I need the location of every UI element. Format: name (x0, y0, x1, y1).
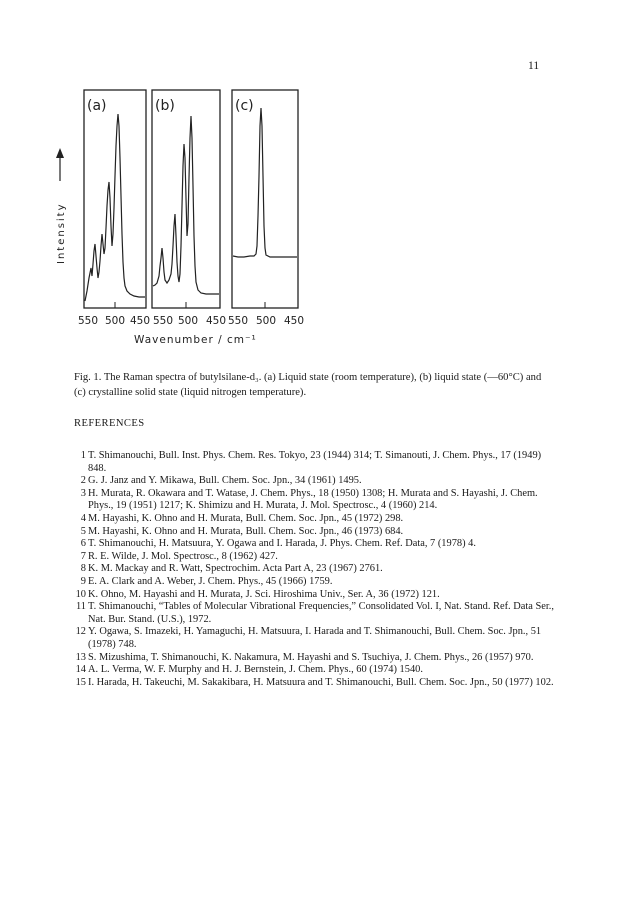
tick-label-c-450: 450 (284, 315, 305, 327)
reference-number: 13 (75, 651, 86, 663)
reference-item (74, 626, 554, 651)
reference-text: T. Shimanouchi, H. Matsuura, Y. Ogawa and I. Harada, J. Phys. Chem. Ref. Data, 7 (1978) 4. (88, 538, 476, 550)
reference-number: 10 (75, 588, 86, 600)
reference-number: 14 (75, 664, 86, 676)
tick-label-a-550: 550 (78, 315, 99, 327)
reference-item (74, 488, 554, 513)
tick-label-a-450: 450 (130, 315, 151, 327)
y-axis-arrow-head (56, 148, 64, 158)
tick-label-c-500: 500 (256, 315, 277, 327)
reference-text: K. M. Mackay and R. Watt, Spectrochim. Acta Part A, 23 (1967) 2761. (88, 563, 383, 575)
reference-item (74, 652, 554, 665)
reference-item (74, 589, 554, 602)
reference-number: 2 (80, 475, 86, 487)
reference-number: 15 (75, 676, 86, 688)
panel-a-label: (a) (87, 98, 107, 114)
reference-text: M. Hayashi, K. Ohno and H. Murata, Bull. Chem. Soc. Jpn., 45 (1972) 298. (88, 512, 404, 524)
reference-text: T. Shimanouchi, “Tables of Molecular Vibrational Frequencies,” Consolidated Vol. I, Nat. Stand. Ref. Data Ser., Nat. Bur. Stand. (U.S.), 1972. (88, 601, 554, 625)
reference-text: Y. Ogawa, S. Imazeki, H. Yamaguchi, H. Matsuura, I. Harada and T. Shimanouchi, Bull. Chem. Soc. Jpn., 51 (1978) 748. (88, 626, 542, 650)
spectra-plot (54, 86, 324, 366)
reference-number: 11 (75, 601, 86, 613)
reference-text: H. Murata, R. Okawara and T. Watase, J. Chem. Phys., 18 (1950) 1308; H. Murata and S. Hayashi, J. Chem. Phys., 19 (1951) 1217; K. Shimizu and H. Murata, J. Mol. Spectrosc., 4 (1960) 214. (88, 487, 538, 512)
spectrum-b-trace (153, 116, 219, 294)
reference-number: 8 (80, 563, 86, 575)
references-heading: REFERENCES (74, 418, 145, 429)
reference-number: 12 (75, 626, 86, 638)
tick-label-c-550: 550 (228, 315, 249, 327)
reference-item (74, 526, 554, 539)
reference-text: M. Hayashi, K. Ohno and H. Murata, Bull. Chem. Soc. Jpn., 46 (1973) 684. (88, 525, 404, 537)
y-axis-label-group (56, 148, 67, 264)
x-tick-labels (78, 315, 304, 327)
reference-text: I. Harada, H. Takeuchi, M. Sakakibara, H. Matsuura and T. Shimanouchi, Bull. Chem. Soc. Jpn., 50 (1977) 102. (88, 676, 554, 688)
references-list (74, 450, 554, 689)
tick-label-b-450: 450 (206, 315, 227, 327)
tick-label-a-500: 500 (105, 315, 126, 327)
panel-a-frame (84, 90, 146, 308)
reference-number: 6 (80, 538, 86, 550)
reference-text: S. Mizushima, T. Shimanouchi, K. Nakamura, M. Hayashi and S. Tsuchiya, J. Chem. Phys., 26 (1957) 970. (88, 651, 534, 663)
reference-item (74, 601, 554, 626)
reference-text: G. J. Janz and Y. Mikawa, Bull. Chem. Soc. Jpn., 34 (1961) 1495. (88, 475, 362, 487)
reference-item (74, 538, 554, 551)
raman-spectra-figure (54, 86, 324, 366)
reference-item (74, 475, 554, 488)
tick-label-b-500: 500 (178, 315, 199, 327)
reference-item (74, 563, 554, 576)
reference-number: 1 (80, 450, 86, 461)
panel-b-label: (b) (155, 98, 175, 114)
page-number: 11 (528, 60, 540, 72)
reference-item (74, 513, 554, 526)
y-axis-label: Intensity (56, 202, 67, 264)
panel-c-label: (c) (235, 98, 254, 114)
reference-text: K. Ohno, M. Hayashi and H. Murata, J. Sci. Hiroshima Univ., Ser. A, 36 (1972) 121. (88, 588, 440, 600)
reference-text: E. A. Clark and A. Weber, J. Chem. Phys., 45 (1966) 1759. (88, 575, 333, 587)
reference-number: 9 (80, 575, 86, 587)
figure-caption: Fig. 1. The Raman spectra of butylsilane-d₃. (a) Liquid state (room temperature), (b) liquid state (—60°C) and (c) crystalline solid state (liquid nitrogen temperature). (74, 372, 542, 398)
reference-item (74, 664, 554, 677)
panel-c-frame (232, 90, 298, 308)
x-axis-label: Wavenumber / cm⁻¹ (134, 334, 257, 346)
reference-item (74, 450, 554, 475)
spectrum-c-trace (233, 108, 297, 257)
reference-item (74, 677, 554, 690)
reference-text: A. L. Verma, W. F. Murphy and H. J. Bernstein, J. Chem. Phys., 60 (1974) 1540. (88, 664, 423, 676)
reference-item (74, 576, 554, 589)
reference-text: T. Shimanouchi, Bull. Inst. Phys. Chem. Res. Tokyo, 23 (1944) 314; T. Simanouti, J. Chem. Phys., 17 (1949) 848. (88, 450, 542, 474)
reference-number: 3 (80, 487, 86, 499)
reference-item (74, 551, 554, 564)
tick-label-b-550: 550 (153, 315, 174, 327)
reference-number: 7 (80, 550, 86, 562)
x-tick-marks (115, 302, 265, 308)
spectrum-a-trace (85, 114, 145, 301)
reference-text: R. E. Wilde, J. Mol. Spectrosc., 8 (1962) 427. (88, 550, 278, 562)
reference-number: 4 (80, 512, 86, 524)
reference-number: 5 (80, 525, 86, 537)
